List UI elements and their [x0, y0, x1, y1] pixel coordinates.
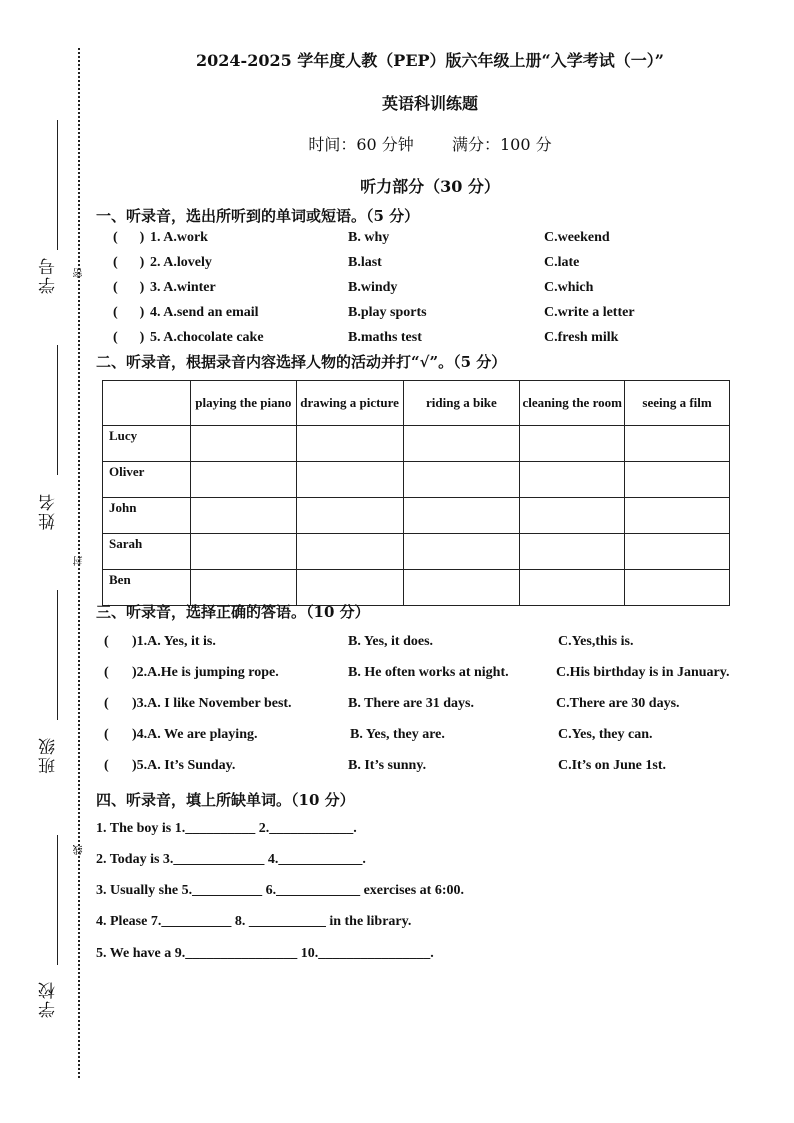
check-cell[interactable]	[520, 534, 625, 570]
s3-option-c-4: C.Yes, they can.	[558, 727, 653, 742]
time-label: 时间：60 分钟	[308, 135, 414, 154]
s1-option-a-1: 1. A.work	[150, 230, 208, 245]
table-header-row	[103, 381, 730, 426]
seal-mark-xian: 线	[74, 845, 85, 855]
s1-option-a-3: 3. A.winter	[150, 280, 216, 295]
s1-option-b-2: B.last	[348, 255, 382, 270]
seal-mark-mi: 密	[74, 268, 85, 278]
check-cell[interactable]	[190, 462, 296, 498]
s1-option-a-4: 4. A.send an email	[150, 305, 259, 320]
check-cell[interactable]	[296, 498, 403, 534]
column-header: playing the piano	[190, 381, 296, 426]
s3-option-a-4: )4.A. We are playing.	[132, 727, 258, 742]
s3-paren-2: (	[104, 665, 109, 680]
s3-option-a-5: )5.A. It’s Sunday.	[132, 758, 236, 773]
s1-option-b-5: B.maths test	[348, 330, 422, 345]
fill-blank-line-5[interactable]: 5. We have a 9.________________ 10.________________.	[96, 946, 434, 961]
check-cell[interactable]	[190, 534, 296, 570]
s3-option-b-2: B. He often works at night.	[348, 665, 509, 680]
row-name: Ben	[103, 570, 191, 606]
s3-option-b-3: B. There are 31 days.	[348, 696, 475, 711]
s1-option-b-3: B.windy	[348, 280, 398, 295]
row-name: Oliver	[103, 462, 191, 498]
check-cell[interactable]	[403, 498, 520, 534]
fill-blank-line-4[interactable]: 4. Please 7.__________ 8. ___________ in the library.	[96, 914, 412, 929]
row-name: Lucy	[103, 426, 191, 462]
s3-option-a-2: )2.A.He is jumping rope.	[132, 665, 279, 680]
check-cell[interactable]	[625, 534, 730, 570]
row-name: John	[103, 498, 191, 534]
table-corner-cell	[103, 381, 191, 426]
s1-option-b-1: B. why	[348, 230, 390, 245]
s1-option-b-4: B.play sports	[348, 305, 427, 320]
s3-option-c-5: C.It’s on June 1st.	[558, 758, 666, 773]
s3-option-c-2: C.His birthday is in January.	[556, 665, 730, 680]
table-row	[103, 498, 730, 534]
exam-title: 2024-2025 学年度人教（PEP）版六年级上册“入学考试（一）”	[196, 51, 664, 70]
check-cell[interactable]	[625, 498, 730, 534]
s1-option-c-5: C.fresh milk	[544, 330, 619, 345]
s1-paren-3: ( )	[113, 280, 145, 295]
check-cell[interactable]	[520, 462, 625, 498]
check-cell[interactable]	[520, 570, 625, 606]
seal-mark-feng: 封	[74, 556, 85, 566]
class-line	[57, 590, 58, 720]
s1-option-a-5: 5. A.chocolate cake	[150, 330, 264, 345]
section3-heading: 三、听录音，选择正确的答语。（10 分）	[96, 603, 370, 621]
s1-option-c-3: C.which	[544, 280, 594, 295]
section4-heading: 四、听录音，填上所缺单词。（10 分）	[96, 791, 355, 809]
s3-paren-1: (	[104, 634, 109, 649]
fill-blank-line-1[interactable]: 1. The boy is 1.__________ 2.____________.	[96, 821, 357, 836]
score-label: 满分：100 分	[452, 135, 552, 154]
school-line	[57, 835, 58, 965]
column-header: riding a bike	[403, 381, 520, 426]
s3-option-b-5: B. It’s sunny.	[348, 758, 427, 773]
check-cell[interactable]	[403, 534, 520, 570]
check-cell[interactable]	[625, 426, 730, 462]
s3-option-b-1: B. Yes, it does.	[348, 634, 434, 649]
s1-option-c-1: C.weekend	[544, 230, 610, 245]
table-row	[103, 534, 730, 570]
exam-time-score	[80, 132, 780, 155]
school-label: 学校	[39, 980, 59, 1018]
check-cell[interactable]	[625, 462, 730, 498]
name-line	[57, 345, 58, 475]
s1-paren-4: ( )	[113, 305, 145, 320]
s3-option-a-3: )3.A. I like November best.	[132, 696, 292, 711]
check-cell[interactable]	[520, 426, 625, 462]
student-no-label: 学号	[39, 256, 59, 294]
column-header: cleaning the room	[520, 381, 625, 426]
s3-option-a-1: )1.A. Yes, it is.	[132, 634, 216, 649]
check-cell[interactable]	[296, 462, 403, 498]
s1-option-a-2: 2. A.lovely	[150, 255, 212, 270]
s1-paren-2: ( )	[113, 255, 145, 270]
fill-blank-line-3[interactable]: 3. Usually she 5.__________ 6.____________ exercises at 6:00.	[96, 883, 464, 898]
check-cell[interactable]	[520, 498, 625, 534]
s3-option-c-3: C.There are 30 days.	[556, 696, 680, 711]
student-no-line	[57, 120, 58, 250]
row-name: Sarah	[103, 534, 191, 570]
check-cell[interactable]	[190, 426, 296, 462]
s1-paren-5: ( )	[113, 330, 145, 345]
check-cell[interactable]	[403, 462, 520, 498]
s1-option-c-4: C.write a letter	[544, 305, 635, 320]
table-row	[103, 426, 730, 462]
column-header: drawing a picture	[296, 381, 403, 426]
check-cell[interactable]	[625, 570, 730, 606]
check-cell[interactable]	[296, 534, 403, 570]
activity-table	[102, 380, 730, 606]
column-header: seeing a film	[625, 381, 730, 426]
s3-option-b-4: B. Yes, they are.	[350, 727, 445, 742]
part-title: 听力部分（30 分）	[360, 177, 500, 196]
s1-option-c-2: C.late	[544, 255, 580, 270]
section1-heading: 一、听录音，选出所听到的单词或短语。（5 分）	[96, 207, 420, 225]
section2-heading: 二、听录音，根据录音内容选择人物的活动并打“√”。（5 分）	[96, 353, 507, 371]
s3-paren-4: (	[104, 727, 109, 742]
name-label: 姓名	[39, 492, 59, 530]
s3-paren-5: (	[104, 758, 109, 773]
s1-paren-1: ( )	[113, 230, 145, 245]
check-cell[interactable]	[403, 570, 520, 606]
check-cell[interactable]	[403, 426, 520, 462]
table-row	[103, 462, 730, 498]
check-cell[interactable]	[190, 498, 296, 534]
fill-blank-line-2[interactable]: 2. Today is 3._____________ 4.____________.	[96, 852, 366, 867]
s3-paren-3: (	[104, 696, 109, 711]
check-cell[interactable]	[296, 426, 403, 462]
exam-subject: 英语科训练题	[381, 94, 478, 113]
class-label: 班级	[39, 736, 59, 774]
s3-option-c-1: C.Yes,this is.	[558, 634, 634, 649]
